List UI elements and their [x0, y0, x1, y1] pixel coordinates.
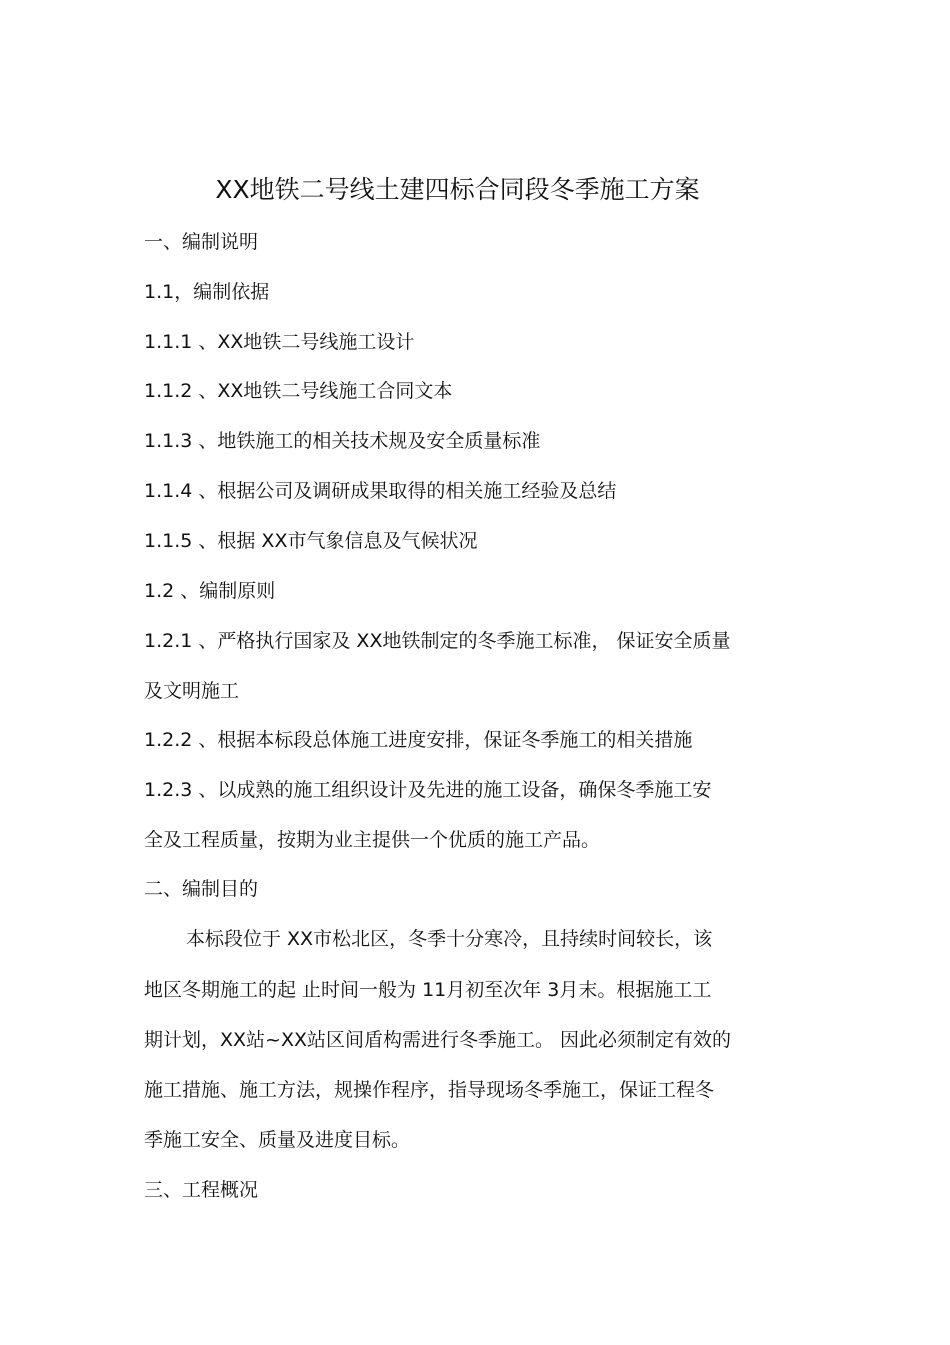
- item-1-1-5: 1.1.5 、根据 XX市气象信息及气候状况: [144, 530, 478, 552]
- paragraph-line-5: 季施工安全、质量及进度目标。: [144, 1129, 411, 1151]
- document-title: XX地铁二号线土建四标合同段冬季施工方案: [215, 175, 700, 204]
- item-1-2-3-continued: 全及工程质量，按期为业主提供一个优质的施工产品。: [144, 829, 601, 851]
- item-1-1-2: 1.1.2 、XX地铁二号线施工合同文本: [144, 380, 453, 402]
- paragraph-line-4: 施工措施、施工方法，规操作程序，指导现场冬季施工，保证工程冬: [144, 1079, 715, 1101]
- subsection-1-2: 1.2 、编制原则: [144, 580, 276, 602]
- item-1-1-3: 1.1.3 、地铁施工的相关技术规及安全质量标准: [144, 430, 541, 452]
- item-1-2-1: 1.2.1 、严格执行国家及 XX地铁制定的冬季施工标准， 保证安全质量: [144, 630, 731, 652]
- paragraph-line-2: 地区冬期施工的起 止时间一般为 11月初至次年 3月末。根据施工工: [144, 979, 712, 1001]
- paragraph-line-1: 本标段位于 XX市松北区，冬季十分寒冷，且持续时间较长，该: [186, 928, 713, 950]
- section-heading-3: 三、工程概况: [144, 1179, 259, 1201]
- section-heading-2: 二、编制目的: [144, 878, 259, 900]
- section-heading-1: 一、编制说明: [144, 231, 259, 253]
- item-1-1-1: 1.1.1 、XX地铁二号线施工设计: [144, 331, 415, 353]
- paragraph-line-3: 期计划，XX站~XX站区间盾构需进行冬季施工。 因此必须制定有效的: [144, 1029, 732, 1051]
- item-1-2-2: 1.2.2 、根据本标段总体施工进度安排，保证冬季施工的相关措施: [144, 729, 693, 751]
- subsection-1-1: 1.1，编制依据: [144, 281, 270, 303]
- item-1-1-4: 1.1.4 、根据公司及调研成果取得的相关施工经验及总结: [144, 480, 617, 502]
- item-1-2-3: 1.2.3 、以成熟的施工组织设计及先进的施工设备，确保冬季施工安: [144, 779, 712, 801]
- item-1-2-1-continued: 及文明施工: [144, 680, 240, 702]
